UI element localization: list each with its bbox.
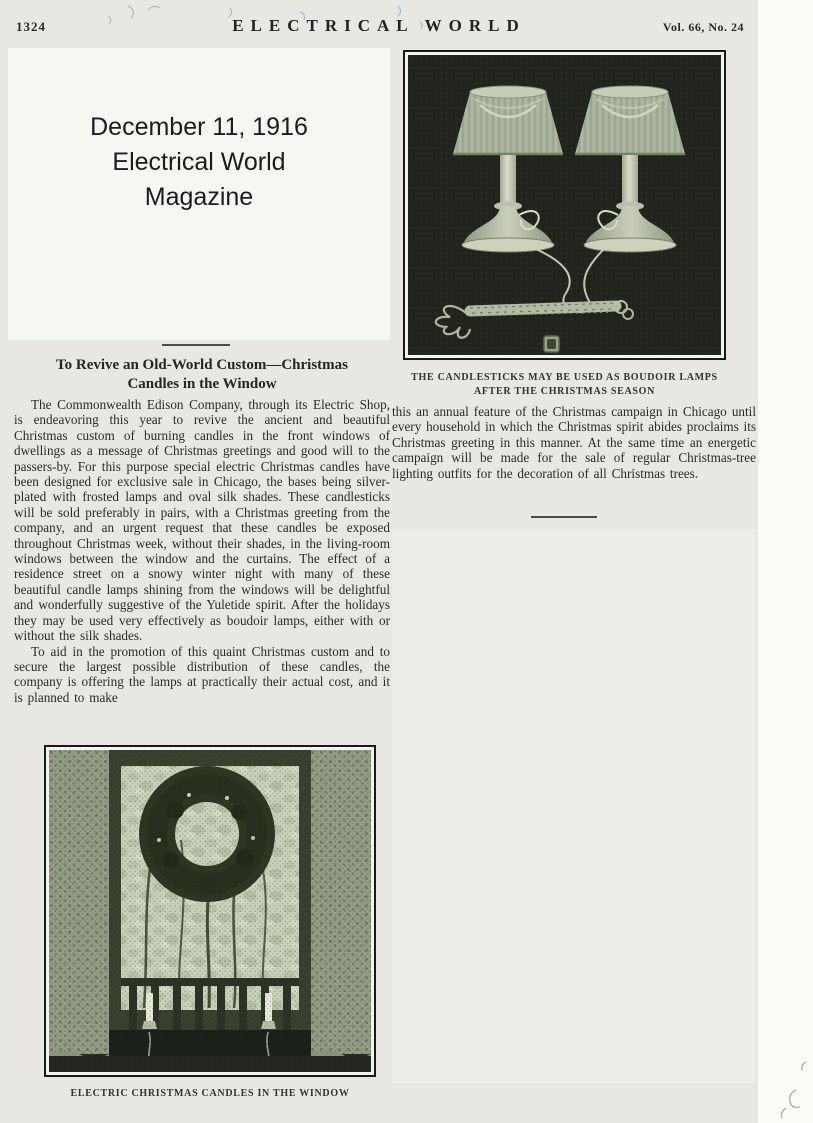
date-note-text (90, 110, 308, 215)
article-end-rule (531, 516, 597, 518)
candlesticks-photo (403, 50, 726, 360)
article-paragraph-1: The Commonwealth Edison Company, through its Electric Shop, is endeavoring this year to revive the ancient and beautiful Christmas custom of burning candles in the front windows of dwellings as a message of Christmas greetings and good will to the passers-by. For this purpose special electric Christmas candles have been designed for exclusive sale in Chicago, the bases being silver-plated with frosted lamps and oval silk shades. These candlesticks will be sold preferably in pairs, with a Christmas greeting from the company, and an urgent request that these candles be exposed throughout Christmas week, without their shades, in the living-room windows between the window and the curtains. The effect of a residence street on a snowy winter night with many of these beautiful candle lamps shining from the windows will be delightful and wonderfully suggestive of the Yuletide spirit. After the holidays they may be used very effectively as boudoir lamps, either with or without the silk shades. (14, 397, 390, 644)
article-paragraph-2-left: To aid in the promotion of this quaint Christmas custom and to secure the largest possible distribution of these candles, the company is offering the lamps at practically their actual cost, and it is planned to make (14, 643, 390, 705)
article-title-line-1: To Revive an Old-World Custom—Christmas (56, 357, 348, 373)
article-paragraph-2-right: this an annual feature of the Christmas campaign in Chicago until every household in which the Christmas spirit abides proclaims its Christmas greeting in this manner. At the same time an energetic campaign will be made for the sale of regular Christmas-tree lighting outfits for the decoration of all Christmas trees. (392, 404, 757, 481)
date-note-line-1: December 11, 1916 (90, 113, 308, 141)
date-note-line-3: Magazine (144, 183, 254, 211)
window-caption (44, 1087, 376, 1101)
window-photo (44, 745, 376, 1077)
magazine-title: ELECTRICAL WORLD (232, 16, 526, 35)
article-body-left-column (14, 397, 390, 705)
page-number: 1324 (16, 19, 46, 34)
candlesticks-photo-image (408, 55, 721, 355)
date-note-line-2: Electrical World (112, 148, 286, 176)
article-title (14, 356, 390, 394)
section-divider-rule (162, 344, 230, 346)
volume-info: Vol. 66, No. 24 (662, 20, 744, 34)
article-title-line-2: Candles in the Window (127, 376, 277, 392)
blank-overlay-box (392, 530, 755, 1083)
date-note-box (8, 48, 390, 340)
candlesticks-caption-line-1: THE CANDLESTICKS MAY BE USED AS BOUDOIR LAMPS (411, 372, 718, 383)
window-caption-text: ELECTRIC CHRISTMAS CANDLES IN THE WINDOW (70, 1088, 350, 1099)
candlesticks-caption (398, 371, 731, 399)
window-photo-image (49, 750, 371, 1072)
candlesticks-caption-line-2: AFTER THE CHRISTMAS SEASON (473, 386, 656, 397)
article-body-right-column (392, 404, 756, 481)
